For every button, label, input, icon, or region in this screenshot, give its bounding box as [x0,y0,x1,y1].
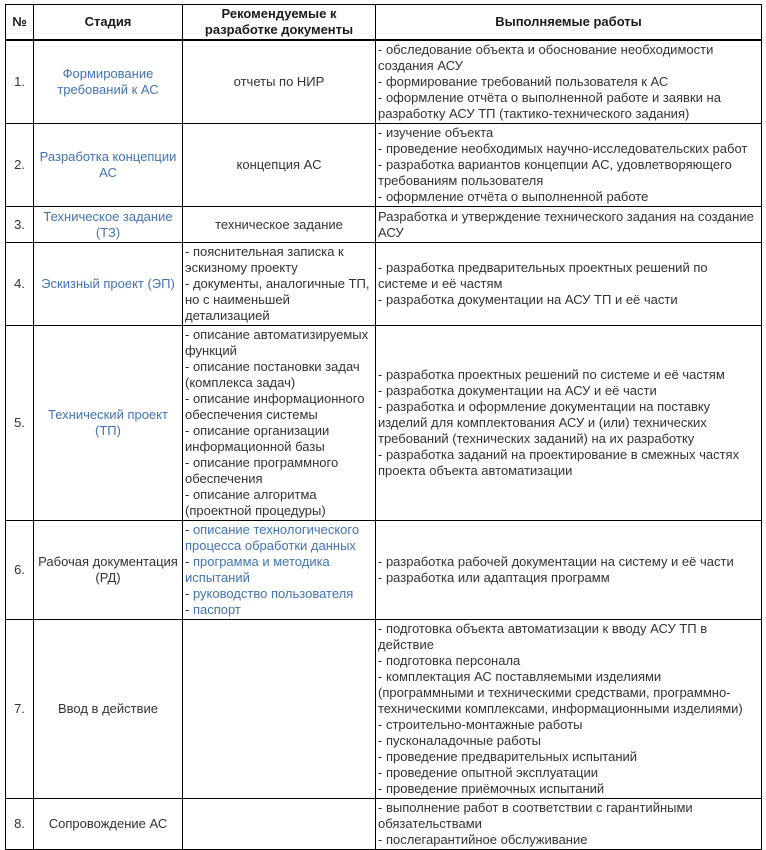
works-cell [376,521,762,620]
row-number-cell: 1. [6,40,34,124]
document-link[interactable]: - руководство пользователя [185,586,373,602]
stage-cell: Ввод в действие [34,620,183,799]
stage-link[interactable]: Формирование требований к АС [57,66,159,97]
documents-cell [183,620,376,799]
documents-cell [183,799,376,850]
works-cell [376,124,762,207]
documents-cell: техническое задание [183,207,376,243]
row-number-cell: 4. [6,243,34,326]
work-item: - проведение необходимых научно-исследовательских работ [378,141,759,157]
work-item: - обследование объекта и обоснование необходимости создания АСУ [378,42,759,74]
work-item: - пусконаладочные работы [378,733,759,749]
document-item: - пояснительная записка к эскизному проекту [185,244,373,276]
work-item: - изучение объекта [378,125,759,141]
row-number-cell: 6. [6,521,34,620]
document-item: - описание организации информационной базы [185,423,373,455]
document-item: - описание постановки задач (комплекса задач) [185,359,373,391]
table-row [6,124,762,207]
work-item: - формирование требований пользователя к АС [378,74,759,90]
stage-cell: Сопровождение АС [34,799,183,850]
work-item: - подготовка персонала [378,653,759,669]
stage-cell: Рабочая документация (РД) [34,521,183,620]
document-link[interactable]: - паспорт [185,602,373,618]
documents-cell [183,326,376,521]
stage-link[interactable]: Техническое задание (ТЗ) [43,208,173,240]
table-row [6,799,762,850]
work-item: - проведение предварительных испытаний [378,749,759,765]
col-header-stage: Стадия [34,5,183,41]
work-item: - разработка документации на АСУ ТП и её части [378,292,759,308]
work-item: - разработка или адаптация программ [378,570,759,586]
work-item: - проведение приёмочных испытаний [378,781,759,797]
stage-link[interactable]: Эскизный проект (ЭП) [41,276,175,291]
header-row [6,5,762,41]
stages-table [5,4,762,850]
document-item: - описание алгоритма (проектной процедуры) [185,487,373,519]
document-item: - описание автоматизируемых функций [185,327,373,359]
table-row [6,243,762,326]
table-row [6,40,762,124]
works-cell: Разработка и утверждение технического задания на создание АСУ [376,207,762,243]
row-number-cell: 2. [6,124,34,207]
works-cell [376,40,762,124]
table-row [6,207,762,243]
work-item: - разработка заданий на проектирование в смежных частях проекта объекта автоматизации [378,447,759,479]
works-cell [376,799,762,850]
documents-cell [183,521,376,620]
row-number-cell: 8. [6,799,34,850]
stage-cell [34,124,183,207]
table-row [6,326,762,521]
work-item: - разработка проектных решений по системе и её частям [378,367,759,383]
work-item: - разработка рабочей документации на систему и её части [378,554,759,570]
work-item: - разработка и оформление документации на поставку изделий для комплектования АСУ и (или) технических требований (технических заданий) на их разработку [378,399,759,447]
work-item: - разработка предварительных проектных решений по системе и её частям [378,260,759,292]
table-row [6,521,762,620]
document-link[interactable]: - описание технологического процесса обработки данных [185,522,373,554]
documents-cell: отчеты по НИР [183,40,376,124]
stage-cell [34,243,183,326]
works-cell [376,620,762,799]
stage-link[interactable]: Технический проект (ТП) [48,407,168,438]
stage-cell [34,40,183,124]
documents-cell: концепция АС [183,124,376,207]
work-item: - выполнение работ в соответствии с гарантийными обязательствами [378,800,759,832]
stage-cell [34,326,183,521]
work-item: - проведение опытной эксплуатации [378,765,759,781]
row-number-cell: 3. [6,207,34,243]
row-number-cell: 5. [6,326,34,521]
works-cell [376,243,762,326]
work-item: - разработка вариантов концепции АС, удовлетворяющего требованиям пользователя [378,157,759,189]
col-header-works: Выполняемые работы [376,5,762,41]
work-item: - подготовка объекта автоматизации к вводу АСУ ТП в действие [378,621,759,653]
work-item: - строительно-монтажные работы [378,717,759,733]
stage-link[interactable]: Разработка концепции АС [39,149,177,180]
document-item: - описание программного обеспечения [185,455,373,487]
document-item: - описание информационного обеспечения системы [185,391,373,423]
work-item: - послегарантийное обслуживание [378,832,759,848]
col-header-documents: Рекомендуемые к разработке документы [183,5,376,41]
work-item: - разработка документации на АСУ и её части [378,383,759,399]
table-row [6,620,762,799]
documents-cell [183,243,376,326]
work-item: - оформление отчёта о выполненной работе и заявки на разработку АСУ ТП (тактико-технического задания) [378,90,759,122]
work-item: - комплектация АС поставляемыми изделиями (программными и техническими средствами, программно-техническими комплексами, информационными изделиями) [378,669,759,717]
work-item: - оформление отчёта о выполненной работе [378,189,759,205]
document-item: - документы, аналогичные ТП, но с наименьшей детализацией [185,276,373,324]
col-header-num: № [6,5,34,41]
row-number-cell: 7. [6,620,34,799]
works-cell [376,326,762,521]
stage-cell [34,207,183,243]
document-link[interactable]: - программа и методика испытаний [185,554,373,586]
